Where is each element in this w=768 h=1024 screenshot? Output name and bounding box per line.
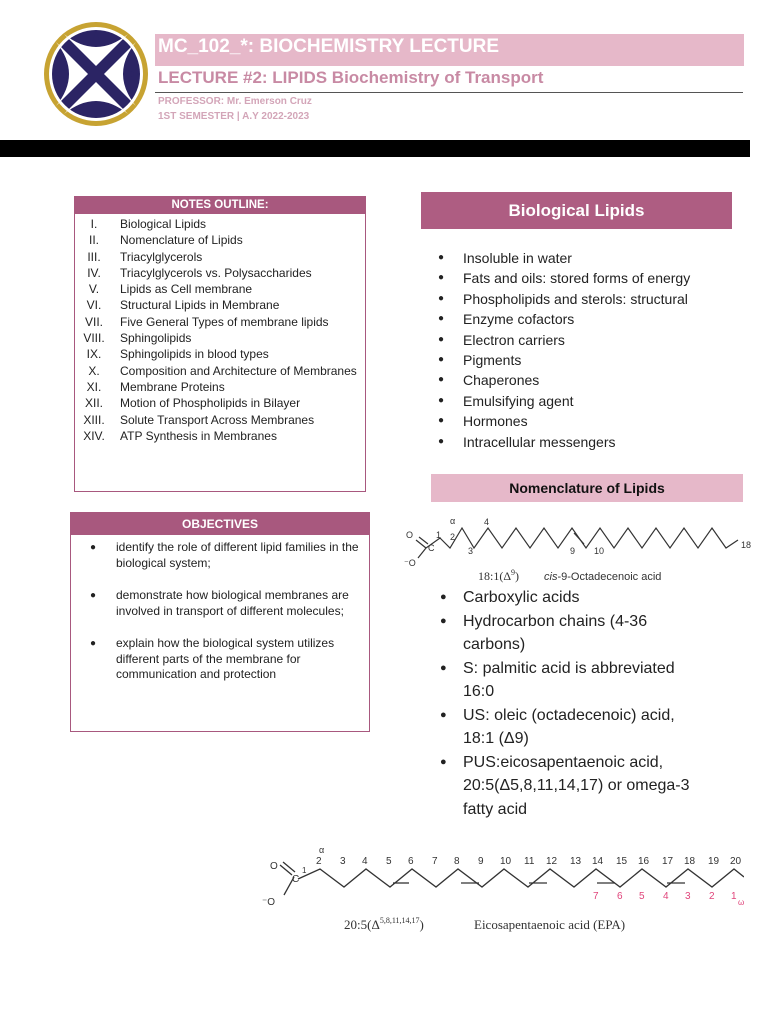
carbon-number: 20 (730, 856, 742, 867)
carbon-number: 9 (570, 546, 576, 556)
list-item (438, 309, 690, 329)
objectives-list (90, 540, 370, 700)
list-item-text: Pigments (463, 352, 522, 369)
oxygen-label: O (270, 861, 278, 872)
outline-text: Solute Transport Across Membranes (120, 412, 315, 427)
epa-notation-sup: 5,8,11,14,17 (379, 916, 420, 925)
list-item-text: Hormones (463, 413, 528, 430)
list-item (438, 370, 690, 390)
outline-number: VI. (86, 298, 102, 313)
outline-item (75, 232, 365, 248)
alpha-label: α (450, 516, 456, 526)
carbon-number: 4 (362, 856, 368, 867)
list-item (438, 248, 690, 268)
header-band (0, 140, 750, 157)
bullet-icon: ● (90, 590, 97, 601)
omega-number: 7 (593, 891, 599, 902)
carbon-number: 12 (546, 856, 558, 867)
objective-item (90, 540, 370, 571)
school-logo (42, 20, 150, 128)
outline-text: Membrane Proteins (120, 379, 225, 394)
outline-item (75, 265, 365, 281)
list-item-text: Insoluble in water (463, 250, 572, 266)
outline-number: IV. (87, 265, 101, 280)
bullet-icon: ● (438, 313, 445, 325)
bullet-icon: ● (438, 292, 445, 304)
bullet-icon: ● (438, 354, 445, 366)
outline-item (75, 216, 365, 232)
biological-lipids-list (438, 248, 690, 452)
carbon-number: 17 (662, 856, 674, 867)
carbon-number: 16 (638, 856, 650, 867)
outline-number: XII. (84, 396, 103, 411)
outline-text: Triacylglycerols vs. Polysaccharides (120, 265, 312, 280)
outline-number: I. (90, 217, 98, 231)
list-item-text: Enzyme cofactors (463, 311, 575, 328)
list-item-text: Electron carriers (463, 331, 565, 348)
outline-item (75, 297, 365, 313)
outline-item (75, 379, 365, 395)
page-title: MC_102_*: BIOCHEMISTRY LECTURE (158, 36, 500, 57)
outline-item (75, 346, 365, 362)
omega-number: 3 (685, 891, 691, 902)
list-item (440, 586, 710, 610)
bullet-icon: ● (438, 333, 445, 345)
outline-item (75, 412, 365, 428)
list-item-text: Fats and oils: stored forms of energy (463, 270, 691, 287)
outline-number: VIII. (83, 331, 105, 346)
outline-number: III. (87, 249, 101, 264)
outline-number: V. (88, 282, 100, 297)
objectives-title: OBJECTIVES (71, 513, 369, 535)
outline-text: Structural Lipids in Membrane (120, 298, 280, 313)
bullet-icon: ● (440, 614, 447, 627)
list-item-text: PUS:eicosapentaenoic acid, 20:5(Δ5,8,11,14,17) or omega-3 fatty acid (463, 753, 690, 818)
oleic-name-rest: -9-Octadecenoic acid (557, 571, 662, 583)
professor-label: PROFESSOR: Mr. Emerson Cruz (158, 96, 312, 107)
oleic-notation (478, 568, 519, 583)
bullet-icon: ● (440, 591, 447, 603)
bullet-icon: ● (440, 661, 447, 674)
outline-text: Sphingolipids in blood types (120, 347, 269, 362)
alpha-label: α (319, 845, 325, 855)
outline-item (75, 428, 365, 444)
oxygen-minus-label: ⁻O (262, 897, 276, 908)
bullet-icon: ● (438, 394, 445, 406)
epa-notation-close: ) (419, 917, 424, 932)
carbon-number: 2 (450, 532, 456, 542)
list-item-text: Chaperones (463, 372, 540, 389)
bullet-icon: ● (90, 542, 97, 553)
outline-text: Biological Lipids (120, 217, 207, 231)
oleic-notation-close: ) (515, 569, 520, 583)
outline-text: Five General Types of membrane lipids (120, 314, 329, 329)
bullet-icon: ● (90, 638, 97, 649)
list-item (440, 751, 710, 822)
carbon-number: 8 (454, 856, 460, 867)
bullet-icon: ● (438, 252, 445, 263)
omega-number: 5 (639, 891, 645, 902)
outline-text: Motion of Phospholipids in Bilayer (120, 396, 301, 411)
carbon-number: 7 (432, 856, 438, 867)
list-item-text: US: oleic (octadecenoic) acid, 18:1 (Δ9) (463, 706, 675, 747)
list-item (438, 391, 690, 411)
nomenclature-list (440, 586, 710, 821)
bullet-icon: ● (440, 755, 447, 768)
header-divider (155, 92, 743, 93)
bullet-icon: ● (438, 272, 445, 284)
outline-text: Sphingolipids (120, 331, 192, 346)
list-item (440, 704, 710, 751)
outline-number: II. (88, 233, 99, 248)
list-item (438, 432, 690, 452)
list-item-text: Phospholipids and sterols: structural (463, 290, 688, 307)
carbon-number: 10 (500, 856, 512, 867)
carbon-number: 4 (484, 517, 490, 527)
objective-item (90, 588, 370, 619)
carbon-number: 5 (386, 856, 392, 867)
carbon-number: 6 (408, 856, 414, 867)
objective-text: explain how the biological system utilizes different parts of the membrane for communication and protection (116, 636, 335, 681)
outline-item (75, 281, 365, 297)
list-item (440, 657, 710, 704)
omega-number: 1 (731, 891, 737, 902)
omega-label: ω (738, 898, 744, 907)
carbon-number: 1 (302, 866, 307, 875)
biological-lipids-title: Biological Lipids (421, 192, 732, 229)
carbon-number: 11 (524, 856, 535, 867)
carbon-number: 1 (436, 530, 442, 540)
list-item (440, 610, 710, 657)
carbon-number: 2 (316, 856, 322, 867)
outline-item (75, 395, 365, 411)
oleic-name (544, 571, 661, 583)
outline-number: VII. (84, 314, 103, 329)
bullet-icon: ● (438, 435, 445, 447)
semester-label: 1ST SEMESTER | A.Y 2022-2023 (158, 111, 310, 122)
outline-item (75, 314, 365, 330)
list-item (438, 330, 690, 350)
oleic-notation-sup: 9 (511, 568, 516, 577)
bullet-icon: ● (438, 374, 445, 386)
outline-text: Triacylglycerols (120, 249, 203, 264)
outline-number: X. (88, 363, 100, 378)
oxygen-label: O (406, 530, 414, 540)
outline-item (75, 363, 365, 379)
outline-text: Nomenclature of Lipids (120, 233, 243, 248)
notes-outline-list (75, 216, 365, 444)
outline-number: XI. (86, 379, 102, 394)
oxygen-minus-label: ⁻O (404, 558, 416, 568)
carbon-number: 19 (708, 856, 720, 867)
objective-item (90, 636, 370, 683)
notes-outline-title: NOTES OUTLINE: (75, 197, 365, 214)
list-item (438, 350, 690, 370)
bullet-icon: ● (440, 708, 447, 721)
list-item-text: Emulsifying agent (463, 392, 574, 409)
list-item-text: Carboxylic acids (463, 589, 580, 606)
carbon-number: 10 (594, 546, 605, 556)
outline-item (75, 249, 365, 265)
epa-structure (258, 843, 744, 943)
oleic-name-prefix: cis (544, 571, 558, 583)
list-item-text: S: palmitic acid is abbreviated 16:0 (463, 659, 675, 700)
carbon-label: C (428, 543, 435, 553)
outline-text: Lipids as Cell membrane (120, 282, 253, 297)
carbon-number: 18 (684, 856, 696, 867)
carbon-number: 13 (570, 856, 582, 867)
omega-number: 6 (617, 891, 623, 902)
carbon-label: C (292, 874, 300, 885)
list-item-text: Hydrocarbon chains (4-36 carbons) (463, 612, 648, 653)
outline-number: XIV. (83, 428, 105, 443)
objective-text: identify the role of different lipid families in the biological system; (116, 540, 359, 570)
oleic-acid-structure (398, 506, 760, 586)
carbon-number: 14 (592, 856, 604, 867)
lecture-subtitle: LECTURE #2: LIPIDS Biochemistry of Transport (158, 68, 544, 87)
list-item-text: Intracellular messengers (463, 433, 616, 450)
objective-text: demonstrate how biological membranes are involved in transport of different molecules; (116, 588, 349, 618)
outline-item (75, 330, 365, 346)
epa-notation-main: 20:5(Δ (344, 917, 380, 932)
list-item (438, 289, 690, 309)
list-item (438, 411, 690, 431)
epa-name: Eicosapentaenoic acid (EPA) (474, 917, 626, 932)
carbon-number: 3 (340, 856, 346, 867)
omega-number: 4 (663, 891, 669, 902)
omega-number: 2 (709, 891, 715, 902)
nomenclature-title: Nomenclature of Lipids (431, 474, 743, 502)
list-item (438, 268, 690, 288)
bullet-icon: ● (438, 415, 445, 427)
carbon-number: 3 (468, 546, 474, 556)
outline-text: ATP Synthesis in Membranes (120, 428, 277, 443)
epa-notation (344, 916, 424, 932)
outline-number: IX. (86, 347, 102, 362)
carbon-number: 9 (478, 856, 484, 867)
carbon-number: 15 (616, 856, 628, 867)
oleic-notation-main: 18:1(Δ (478, 569, 512, 583)
outline-text: Composition and Architecture of Membranes (120, 363, 357, 378)
outline-number: XIII. (83, 412, 105, 427)
carbon-number: 18 (741, 540, 752, 550)
